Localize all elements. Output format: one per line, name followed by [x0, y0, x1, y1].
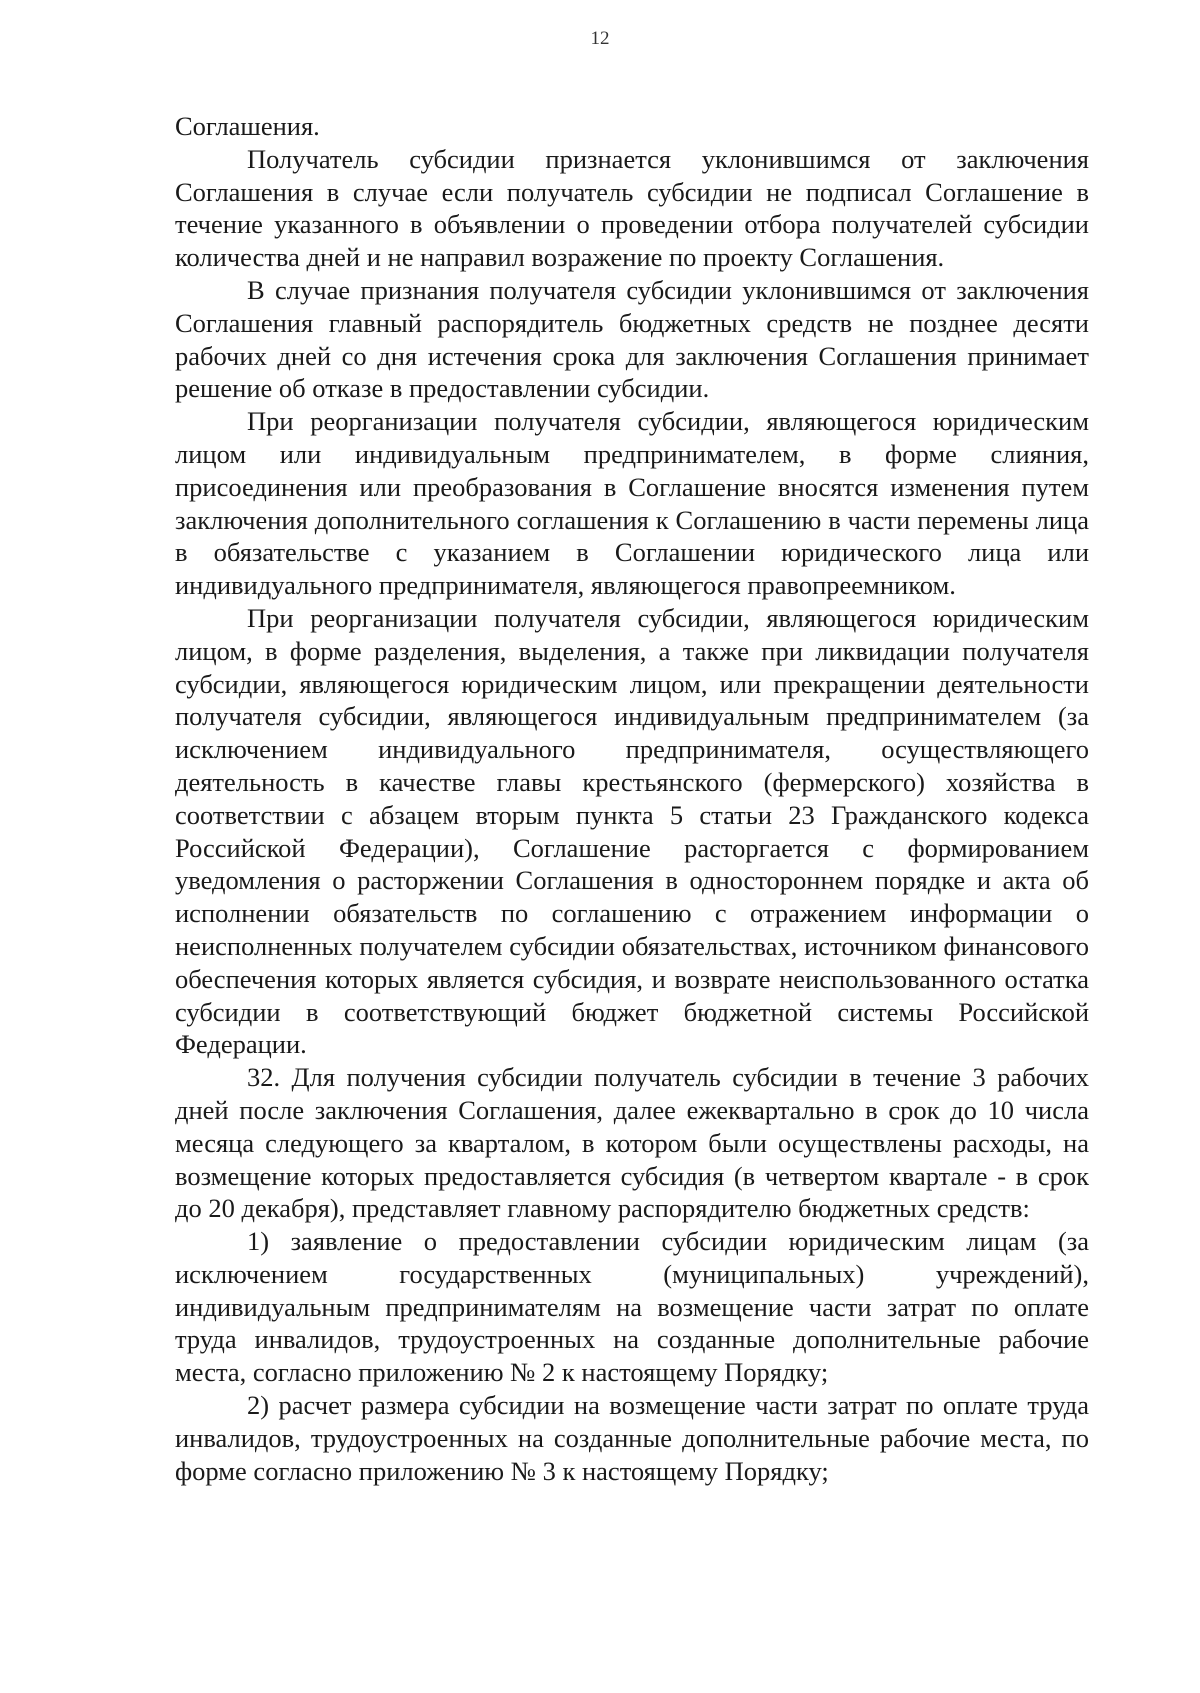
paragraph-evasion-definition: Получатель субсидии признается уклонившимся от заключения Соглашения в случае если получатель субсидии не подписал Соглашение в течение указанного в объявлении о проведении отбора получателей субсидии количества дней и не направил возражение по проекту Соглашения. — [175, 143, 1089, 273]
page-number: 12 — [590, 28, 610, 49]
paragraph-reorganization-division: При реорганизации получателя субсидии, являющегося юридическим лицом, в форме разделения, выделения, а также при ликвидации получателя субсидии, являющегося юридическим лицом, или прекращении деятельности получателя субсидии, являющегося индивидуальным предпринимателем (за исключением индивидуального предпринимателя, осуществляющего деятельность в качестве главы крестьянского (фермерского) хозяйства в соответствии с абзацем вторым пункта 5 статьи 23 Гражданского кодекса Российской Федерации), Соглашение расторгается с формированием уведомления о расторжении Соглашения в одностороннем порядке и акта об исполнении обязательств по соглашению с отражением информации о неисполненных получателем субсидии обязательствах, источником финансового обеспечения которых является субсидия, и возврате неиспользованного остатка субсидии в соответствующий бюджет бюджетной системы Российской Федерации. — [175, 602, 1089, 1060]
list-item-2: 2) расчет размера субсидии на возмещение части затрат по оплате труда инвалидов, трудоустроенных на созданные дополнительные рабочие места, по форме согласно приложению № 3 к настоящему Порядку; — [175, 1390, 1089, 1486]
paragraph-reorganization-merger: При реорганизации получателя субсидии, являющегося юридическим лицом или индивидуальным предпринимателем, в форме слияния, присоединения или преобразования в Соглашение вносятся изменения путем заключения дополнительного соглашения к Соглашению в части перемены лица в обязательстве с указанием в Соглашении юридического лица или индивидуального предпринимателя, являющегося правопреемником. — [175, 406, 1089, 601]
paragraph-continuation: Соглашения. — [175, 111, 320, 141]
document-body — [175, 110, 1089, 1487]
list-item-1: 1) заявление о предоставлении субсидии юридическим лицам (за исключением государственных (муниципальных) учреждений), индивидуальным предпринимателям на возмещение части затрат по оплате труда инвалидов, трудоустроенных на созданные дополнительные рабочие места, согласно приложению № 2 к настоящему Порядку; — [175, 1226, 1089, 1388]
paragraph-item-32: 32. Для получения субсидии получатель субсидии в течение 3 рабочих дней после заключения Соглашения, далее ежеквартально в срок до 10 числа месяца следующего за кварталом, в котором были осуществлены расходы, на возмещение которых предоставляется субсидия (в четвертом квартале - в срок до 20 декабря), представляет главному распорядителю бюджетных средств: — [175, 1062, 1089, 1224]
paragraph-evasion-consequence: В случае признания получателя субсидии уклонившимся от заключения Соглашения главный распорядитель бюджетных средств не позднее десяти рабочих дней со дня истечения срока для заключения Соглашения принимает решение об отказе в предоставлении субсидии. — [175, 274, 1089, 404]
